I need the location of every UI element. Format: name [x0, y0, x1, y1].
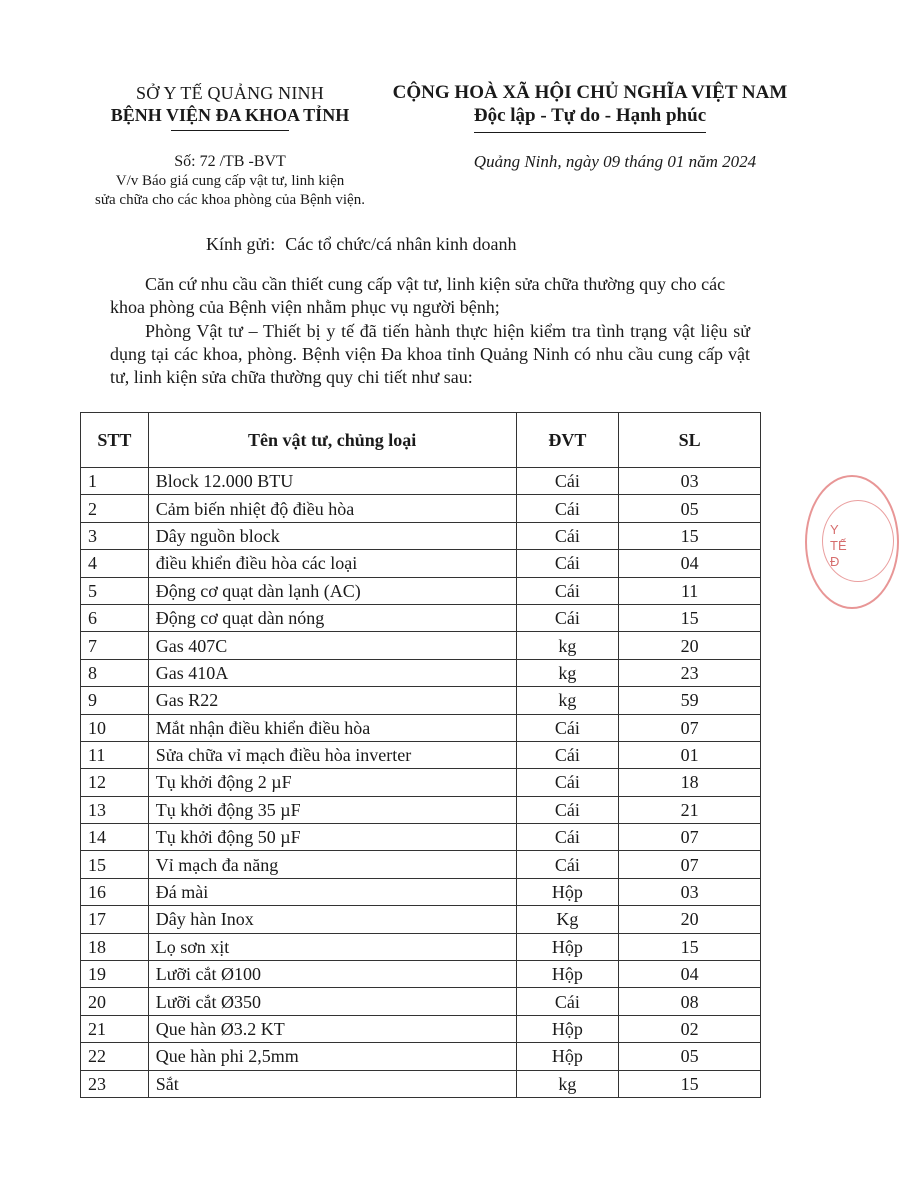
- table-row: [81, 878, 761, 905]
- table-row: [81, 659, 761, 686]
- row-stt: 15: [81, 851, 149, 878]
- row-quantity: 20: [619, 906, 761, 933]
- row-unit: Cái: [516, 769, 619, 796]
- table-row: [81, 988, 761, 1015]
- table-row: [81, 1070, 761, 1097]
- row-stt: 4: [81, 550, 149, 577]
- reference-block: [50, 152, 410, 210]
- header-unit: ĐVT: [516, 413, 619, 468]
- document-number: Số: 72 /TB -BVT: [174, 153, 286, 170]
- row-item-name: Tụ khởi động 50 µF: [148, 824, 516, 851]
- row-unit: kg: [516, 687, 619, 714]
- row-item-name: Que hàn phi 2,5mm: [148, 1043, 516, 1070]
- row-unit: Cái: [516, 796, 619, 823]
- agency-underline: [171, 130, 289, 131]
- date-line: Quảng Ninh, ngày 09 tháng 01 năm 2024: [473, 152, 757, 171]
- table-row: [81, 769, 761, 796]
- row-item-name: Tụ khởi động 35 µF: [148, 796, 516, 823]
- row-quantity: 11: [619, 577, 761, 604]
- national-motto: Độc lập - Tự do - Hạnh phúc: [473, 105, 707, 126]
- table-row: [81, 632, 761, 659]
- row-quantity: 15: [619, 604, 761, 631]
- row-unit: Cái: [516, 851, 619, 878]
- row-quantity: 02: [619, 1015, 761, 1042]
- row-unit: Kg: [516, 906, 619, 933]
- row-quantity: 07: [619, 714, 761, 741]
- table-row: [81, 522, 761, 549]
- row-quantity: 07: [619, 824, 761, 851]
- row-unit: Hộp: [516, 961, 619, 988]
- row-stt: 8: [81, 659, 149, 686]
- row-unit: kg: [516, 1070, 619, 1097]
- row-unit: Cái: [516, 577, 619, 604]
- recipient-value: Các tổ chức/cá nhân kinh doanh: [285, 234, 517, 254]
- row-stt: 5: [81, 577, 149, 604]
- table-row: [81, 961, 761, 988]
- issuing-agency-block: [60, 82, 400, 131]
- row-item-name: Gas 410A: [148, 659, 516, 686]
- row-item-name: Lưỡi cắt Ø350: [148, 988, 516, 1015]
- row-item-name: Tụ khởi động 2 µF: [148, 769, 516, 796]
- row-item-name: Block 12.000 BTU: [148, 468, 516, 495]
- row-quantity: 03: [619, 878, 761, 905]
- row-item-name: Que hàn Ø3.2 KT: [148, 1015, 516, 1042]
- agency-name: BỆNH VIỆN ĐA KHOA TỈNH: [110, 105, 350, 125]
- row-item-name: điều khiển điều hòa các loại: [148, 550, 516, 577]
- parent-agency: SỞ Y TẾ QUẢNG NINH: [136, 83, 324, 103]
- row-item-name: Lọ sơn xịt: [148, 933, 516, 960]
- row-stt: 2: [81, 495, 149, 522]
- row-item-name: Đá mài: [148, 878, 516, 905]
- row-quantity: 15: [619, 522, 761, 549]
- row-unit: Cái: [516, 824, 619, 851]
- row-unit: kg: [516, 659, 619, 686]
- row-unit: Hộp: [516, 1015, 619, 1042]
- row-stt: 16: [81, 878, 149, 905]
- row-stt: 7: [81, 632, 149, 659]
- row-quantity: 08: [619, 988, 761, 1015]
- row-stt: 20: [81, 988, 149, 1015]
- row-stt: 9: [81, 687, 149, 714]
- row-item-name: Dây hàn Inox: [148, 906, 516, 933]
- row-stt: 1: [81, 468, 149, 495]
- supplies-table: [80, 412, 761, 1098]
- row-item-name: Gas R22: [148, 687, 516, 714]
- row-unit: Cái: [516, 604, 619, 631]
- row-quantity: 18: [619, 769, 761, 796]
- row-quantity: 59: [619, 687, 761, 714]
- row-item-name: Sửa chữa vỉ mạch điều hòa inverter: [148, 741, 516, 768]
- row-item-name: Động cơ quạt dàn lạnh (AC): [148, 577, 516, 604]
- row-item-name: Mắt nhận điều khiển điều hòa: [148, 714, 516, 741]
- subject-line-1: V/v Báo giá cung cấp vật tư, linh kiện: [115, 173, 345, 189]
- row-quantity: 15: [619, 1070, 761, 1097]
- row-quantity: 05: [619, 1043, 761, 1070]
- header-stt: STT: [81, 413, 149, 468]
- table-row: [81, 741, 761, 768]
- row-item-name: Cảm biến nhiệt độ điều hòa: [148, 495, 516, 522]
- country-name: CỘNG HOÀ XÃ HỘI CHỦ NGHĨA VIỆT NAM: [392, 82, 788, 103]
- row-unit: Cái: [516, 522, 619, 549]
- row-item-name: Động cơ quạt dàn nóng: [148, 604, 516, 631]
- national-title-block: [385, 82, 795, 133]
- header-item-name: Tên vật tư, chủng loại: [148, 413, 516, 468]
- recipient-label: Kính gửi:: [206, 234, 276, 254]
- paragraph-basis: [110, 273, 750, 319]
- row-stt: 22: [81, 1043, 149, 1070]
- row-unit: Hộp: [516, 933, 619, 960]
- stamp-text: Y TẾ Đ: [830, 522, 847, 569]
- row-stt: 6: [81, 604, 149, 631]
- row-stt: 3: [81, 522, 149, 549]
- row-stt: 23: [81, 1070, 149, 1097]
- table-row: [81, 550, 761, 577]
- row-quantity: 04: [619, 550, 761, 577]
- paragraph-basis-text: Căn cứ nhu cầu cần thiết cung cấp vật tư, linh kiện sửa chữa thường quy cho các khoa phòng của Bệnh viện nhằm phục vụ người bệnh;: [110, 274, 726, 317]
- row-unit: Cái: [516, 550, 619, 577]
- row-quantity: 07: [619, 851, 761, 878]
- row-quantity: 23: [619, 659, 761, 686]
- row-unit: Cái: [516, 714, 619, 741]
- table-row: [81, 796, 761, 823]
- table-row: [81, 906, 761, 933]
- row-unit: Cái: [516, 988, 619, 1015]
- table-row: [81, 824, 761, 851]
- table-row: [81, 604, 761, 631]
- row-unit: Hộp: [516, 1043, 619, 1070]
- row-unit: Cái: [516, 495, 619, 522]
- recipient-line: [206, 233, 516, 255]
- table-row: [81, 687, 761, 714]
- row-item-name: Vỉ mạch đa năng: [148, 851, 516, 878]
- row-item-name: Gas 407C: [148, 632, 516, 659]
- table-row: [81, 933, 761, 960]
- row-stt: 21: [81, 1015, 149, 1042]
- row-stt: 18: [81, 933, 149, 960]
- row-quantity: 04: [619, 961, 761, 988]
- row-quantity: 20: [619, 632, 761, 659]
- row-item-name: Sắt: [148, 1070, 516, 1097]
- subject-line-2: sửa chữa cho các khoa phòng của Bệnh viện.: [95, 192, 365, 208]
- row-item-name: Lưỡi cắt Ø100: [148, 961, 516, 988]
- row-item-name: Dây nguồn block: [148, 522, 516, 549]
- row-quantity: 03: [619, 468, 761, 495]
- row-quantity: 05: [619, 495, 761, 522]
- row-quantity: 21: [619, 796, 761, 823]
- table-header-row: [81, 413, 761, 468]
- row-unit: Hộp: [516, 878, 619, 905]
- table-row: [81, 577, 761, 604]
- table-row: [81, 495, 761, 522]
- row-stt: 12: [81, 769, 149, 796]
- table-row: [81, 851, 761, 878]
- table-row: [81, 714, 761, 741]
- paragraph-inspection-text: Phòng Vật tư – Thiết bị y tế đã tiến hành thực hiện kiểm tra tình trạng vật liệu sử dụng tại các khoa, phòng. Bệnh viện Đa khoa tỉnh Quảng Ninh có nhu cầu cung cấp vật tư, linh kiện sửa chữa thường quy chi tiết như sau:: [110, 321, 750, 387]
- table-row: [81, 1043, 761, 1070]
- row-stt: 13: [81, 796, 149, 823]
- row-stt: 17: [81, 906, 149, 933]
- row-unit: Cái: [516, 468, 619, 495]
- motto-underline: [474, 132, 706, 133]
- header-quantity: SL: [619, 413, 761, 468]
- row-unit: kg: [516, 632, 619, 659]
- row-stt: 19: [81, 961, 149, 988]
- paragraph-inspection: [110, 320, 750, 389]
- row-unit: Cái: [516, 741, 619, 768]
- row-stt: 14: [81, 824, 149, 851]
- row-stt: 10: [81, 714, 149, 741]
- row-stt: 11: [81, 741, 149, 768]
- row-quantity: 01: [619, 741, 761, 768]
- table-row: [81, 468, 761, 495]
- row-quantity: 15: [619, 933, 761, 960]
- table-row: [81, 1015, 761, 1042]
